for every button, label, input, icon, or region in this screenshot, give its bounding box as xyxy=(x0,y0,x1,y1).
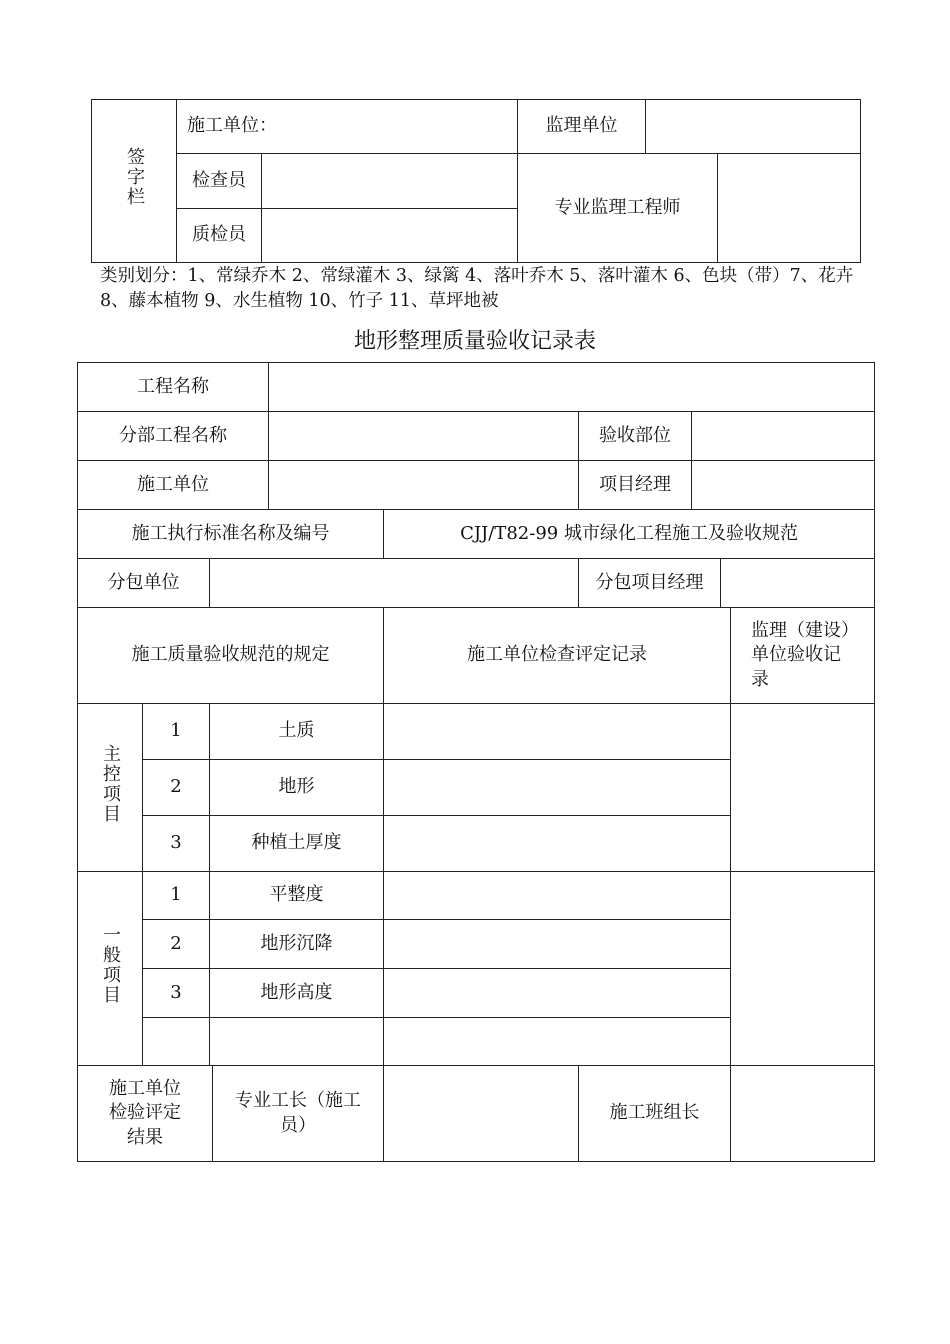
standard-label: 施工执行标准名称及编号 xyxy=(78,510,384,559)
subcontract-manager-label: 分包项目经理 xyxy=(579,559,721,608)
subcontract-manager-field[interactable] xyxy=(721,559,875,608)
sub-project-name-label: 分部工程名称 xyxy=(78,412,269,461)
acceptance-part-label: 验收部位 xyxy=(579,412,692,461)
sub-project-name-field[interactable] xyxy=(269,412,579,461)
foreman-field[interactable] xyxy=(384,1066,579,1162)
result-label: 施工单位检验评定结果 xyxy=(78,1066,213,1162)
supervision-unit-field[interactable] xyxy=(646,100,861,154)
general-items-supervision-field[interactable] xyxy=(731,872,875,1066)
general-item-name: 地形高度 xyxy=(210,969,384,1018)
main-item-check-field[interactable] xyxy=(384,816,731,872)
team-leader-field[interactable] xyxy=(731,1066,875,1162)
main-item-no: 3 xyxy=(143,816,210,872)
project-manager-field[interactable] xyxy=(692,461,875,510)
spec-header: 施工质量验收规范的规定 xyxy=(78,608,384,704)
subcontractor-label: 分包单位 xyxy=(78,559,210,608)
subcontractor-field[interactable] xyxy=(210,559,579,608)
signature-section-label: 签字栏 xyxy=(92,100,177,263)
main-items-label: 主控项目 xyxy=(78,704,143,872)
general-item-no: 2 xyxy=(143,920,210,969)
supervision-record-header: 监理（建设）单位验收记录 xyxy=(731,608,875,704)
team-leader-label: 施工班组长 xyxy=(579,1066,731,1162)
project-name-label: 工程名称 xyxy=(78,363,269,412)
general-item-name: 地形沉降 xyxy=(210,920,384,969)
project-name-field[interactable] xyxy=(269,363,875,412)
acceptance-part-field[interactable] xyxy=(692,412,875,461)
quality-inspector-label: 质检员 xyxy=(177,209,262,263)
standard-value: CJJ/T82-99 城市绿化工程施工及验收规范 xyxy=(384,510,875,559)
general-item-check-field[interactable] xyxy=(384,920,731,969)
supervising-engineer-field[interactable] xyxy=(718,154,861,263)
general-item-no xyxy=(143,1018,210,1066)
inspector-label: 检查员 xyxy=(177,154,262,209)
general-item-check-field[interactable] xyxy=(384,969,731,1018)
general-item-name: 平整度 xyxy=(210,872,384,920)
general-item-no: 3 xyxy=(143,969,210,1018)
construction-unit-field[interactable] xyxy=(269,461,579,510)
main-item-check-field[interactable] xyxy=(384,704,731,760)
quality-inspector-field[interactable] xyxy=(262,209,518,263)
general-item-name xyxy=(210,1018,384,1066)
main-item-name: 种植土厚度 xyxy=(210,816,384,872)
inspector-field[interactable] xyxy=(262,154,518,209)
supervision-unit-label: 监理单位 xyxy=(518,100,646,154)
main-item-name: 地形 xyxy=(210,760,384,816)
general-item-no: 1 xyxy=(143,872,210,920)
acceptance-form-table xyxy=(77,362,875,1162)
construction-unit-label: 施工单位： xyxy=(177,100,518,154)
main-item-check-field[interactable] xyxy=(384,760,731,816)
signature-table xyxy=(91,99,861,263)
foreman-label: 专业工长（施工员） xyxy=(213,1066,384,1162)
project-manager-label: 项目经理 xyxy=(579,461,692,510)
category-note: 类别划分：1、常绿乔木 2、常绿灌木 3、绿篱 4、落叶乔木 5、落叶灌木 6、色块（带）7、花卉 8、藤本植物 9、水生植物 10、竹子 11、草坪地被 xyxy=(100,266,854,311)
main-item-no: 1 xyxy=(143,704,210,760)
main-item-no: 2 xyxy=(143,760,210,816)
general-item-check-field[interactable] xyxy=(384,1018,731,1066)
construction-unit-label: 施工单位 xyxy=(78,461,269,510)
supervising-engineer-label: 专业监理工程师 xyxy=(518,154,718,263)
main-item-name: 土质 xyxy=(210,704,384,760)
main-items-supervision-field[interactable] xyxy=(731,704,875,872)
check-record-header: 施工单位检查评定记录 xyxy=(384,608,731,704)
general-items-label: 一般项目 xyxy=(78,872,143,1066)
form-title: 地形整理质量验收记录表 xyxy=(353,329,596,354)
general-item-check-field[interactable] xyxy=(384,872,731,920)
